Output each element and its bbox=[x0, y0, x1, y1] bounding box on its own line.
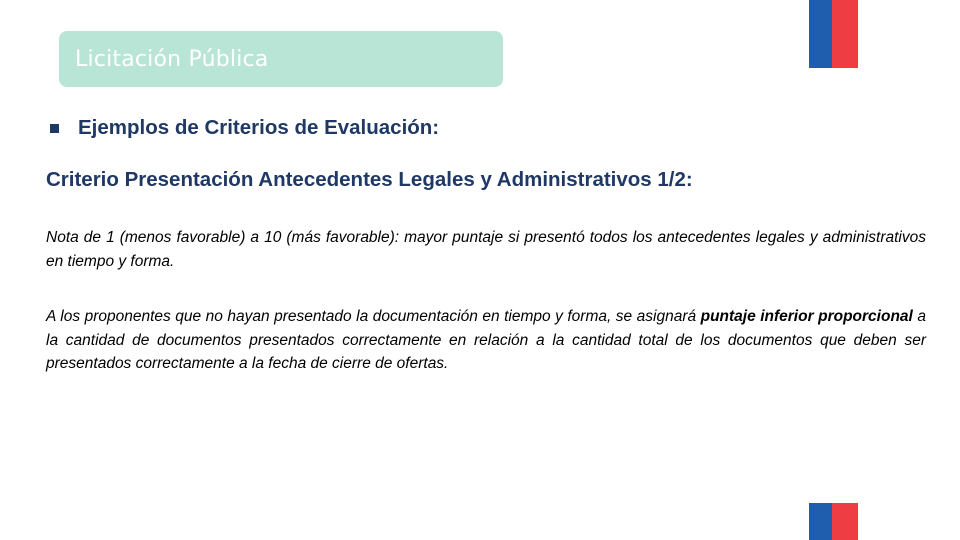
criterion-title: Criterio Presentación Antecedentes Legales y Administrativos 1/2: bbox=[46, 168, 693, 191]
flag-red-stripe bbox=[832, 503, 858, 540]
emphasis-text: puntaje inferior proporcional bbox=[700, 308, 913, 325]
header-banner bbox=[59, 31, 503, 87]
section-heading bbox=[50, 116, 439, 140]
flag-logo-bottom bbox=[809, 503, 858, 540]
flag-logo-top bbox=[809, 0, 858, 68]
flag-blue-stripe bbox=[809, 503, 832, 540]
flag-red-stripe bbox=[832, 0, 858, 68]
paragraph-nota: Nota de 1 (menos favorable) a 10 (más favorable): mayor puntaje si presentó todos los antecedentes legales y administrativos en tiempo y forma. bbox=[46, 229, 926, 270]
paragraph-text: A los proponentes que no hayan presentado la documentación en tiempo y forma, se asignará bbox=[46, 308, 701, 325]
square-bullet-icon bbox=[50, 124, 59, 133]
paragraph-proponentes bbox=[46, 305, 926, 376]
flag-blue-stripe bbox=[809, 0, 832, 68]
header-title: Licitación Pública bbox=[75, 46, 269, 72]
section-heading-text: Ejemplos de Criterios de Evaluación: bbox=[78, 116, 440, 139]
paragraph-text: a la cantidad de documentos presentados correctamente en relación a la cantidad total de los documentos que deben ser presentados correctamente a la fecha de cierre de ofertas. bbox=[46, 308, 926, 372]
